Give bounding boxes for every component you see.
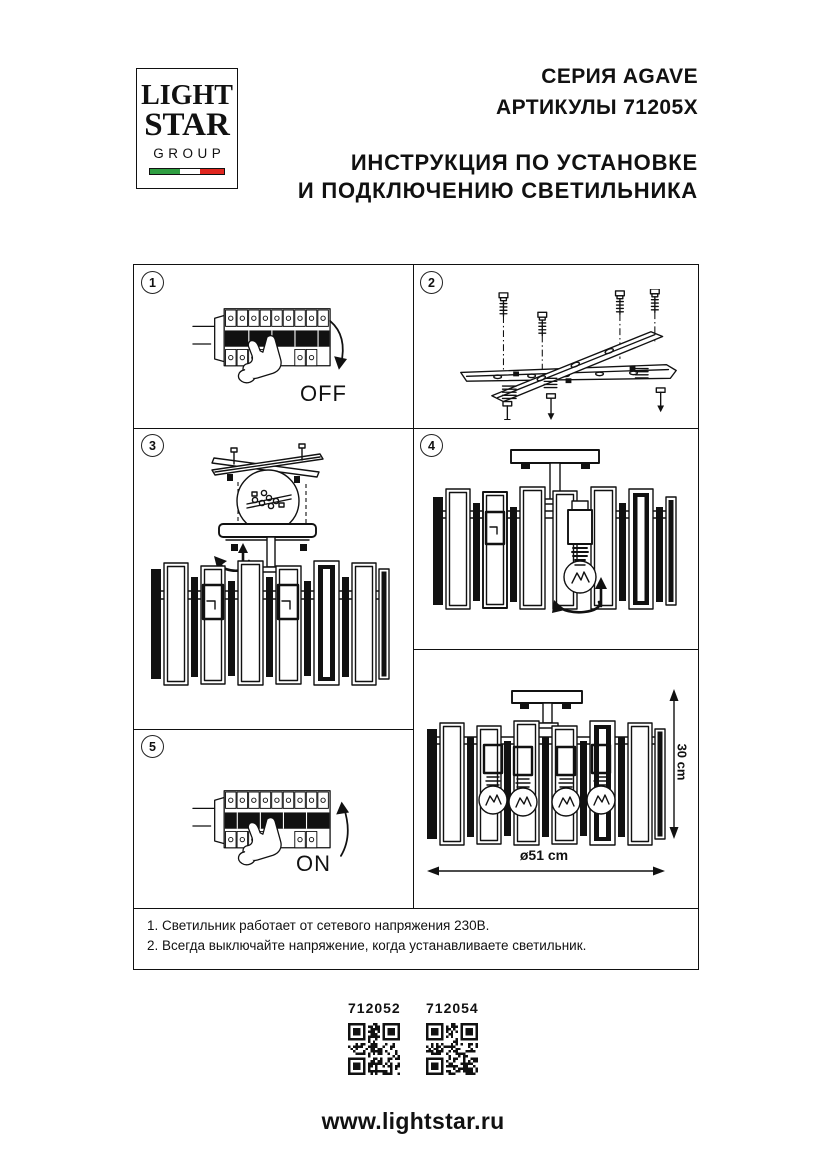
slat-drum — [427, 721, 665, 845]
breaker-top-row — [226, 310, 329, 326]
diameter-dimension-label: ø51 cm — [519, 847, 569, 863]
panel-step-2 — [413, 265, 698, 428]
step-5-badge: 5 — [141, 735, 164, 758]
lamp-socket — [568, 501, 592, 544]
height-dimension-label: 30 cm — [674, 743, 690, 781]
qr-code-right — [426, 1023, 478, 1075]
header — [298, 61, 698, 205]
fixture-mounting-drawing — [134, 440, 413, 692]
slat-drum — [433, 487, 676, 609]
logo-word-group: GROUP — [153, 146, 226, 161]
diameter-dimension-line — [427, 867, 665, 876]
italian-flag-stripe — [149, 168, 225, 175]
instruction-line-1: ИНСТРУКЦИЯ ПО УСТАНОВКЕ — [350, 150, 698, 175]
notes-box — [134, 908, 698, 969]
magnifier-detail — [237, 470, 299, 532]
step-1-badge: 1 — [141, 271, 164, 294]
qr-code-left — [348, 1023, 400, 1075]
qr-column-left — [348, 1000, 400, 1075]
on-label: ON — [296, 851, 331, 876]
qr-column-right — [426, 1000, 478, 1075]
lightstar-logo — [136, 68, 238, 189]
note-1: 1. Светильник работает от сетевого напряжения 230В. — [147, 918, 490, 933]
breaker-top-row — [226, 792, 329, 808]
step-3-badge: 3 — [141, 434, 164, 457]
article-number-left: 712052 — [348, 1000, 401, 1016]
bulb-installation-drawing — [413, 444, 698, 619]
logo-word-star: STAR — [144, 107, 230, 143]
qr-section — [0, 1000, 826, 1075]
panel-step-3 — [134, 428, 413, 729]
arrow-down-icon — [330, 321, 347, 370]
screws-bottom — [503, 388, 665, 420]
flag-green — [150, 169, 180, 174]
flag-white — [180, 169, 200, 174]
articles-title: АРТИКУЛЫ 71205X — [496, 96, 698, 119]
off-label: OFF — [300, 381, 347, 406]
panel-step-4 — [413, 428, 698, 649]
panel-step-1 — [134, 265, 413, 428]
series-title: СЕРИЯ AGAVE — [541, 65, 698, 88]
step-2-badge: 2 — [420, 271, 443, 294]
panel-dimensions — [413, 649, 698, 908]
article-number-right: 712054 — [426, 1000, 479, 1016]
step-4-badge: 4 — [420, 434, 443, 457]
screws-top — [499, 289, 659, 336]
slat-drum — [151, 561, 389, 685]
panel-step-5 — [134, 729, 413, 908]
flag-red — [200, 169, 224, 174]
mounting-bracket-drawing — [449, 289, 687, 420]
logo-word-light: LIGHT — [141, 80, 233, 111]
fixture-dimensions-drawing — [413, 649, 698, 908]
instruction-line-2: И ПОДКЛЮЧЕНИЮ СВЕТИЛЬНИКА — [297, 178, 698, 203]
instruction-title — [298, 149, 698, 205]
note-2: 2. Всегда выключайте напряжение, когда устанавливаете светильник. — [147, 938, 587, 953]
steps-grid — [133, 264, 699, 970]
website-url: www.lightstar.ru — [321, 1108, 505, 1134]
canopy — [219, 524, 316, 572]
arrow-up-icon — [336, 802, 349, 856]
